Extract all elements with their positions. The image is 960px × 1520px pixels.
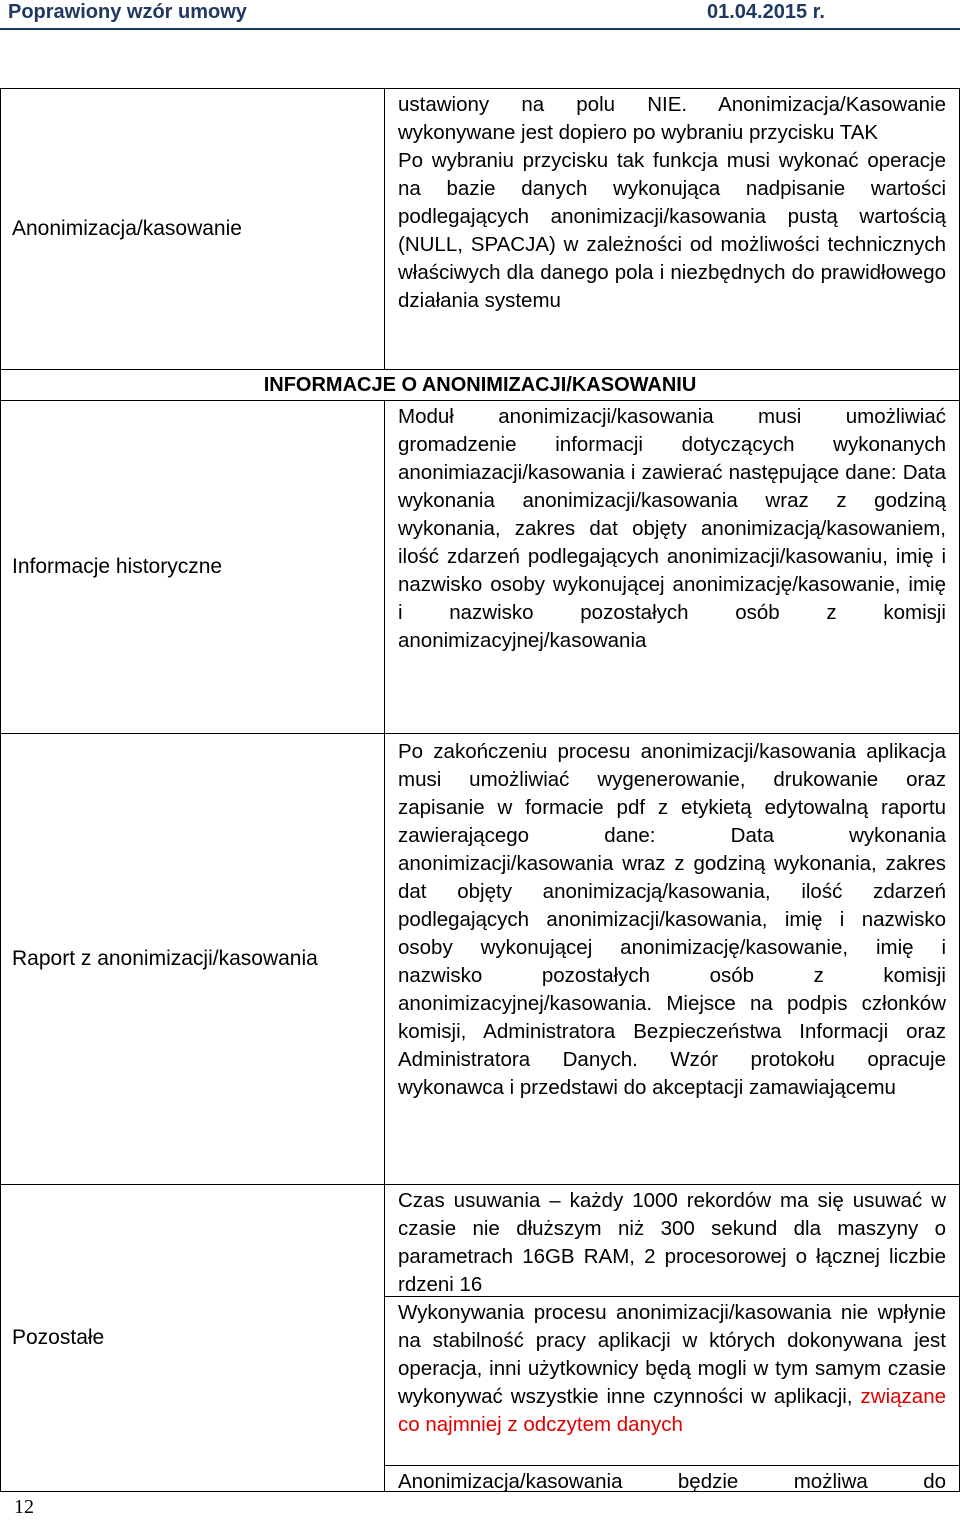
row-label-text: Pozostałe [12,1326,105,1349]
paragraph [398,1299,946,1439]
row-label-text: Raport z anonimizacji/kasowania [12,947,318,970]
section-title-text: INFORMACJE O ANONIMIZACJI/KASOWANIU [263,373,697,396]
row-content-stability [384,1296,960,1466]
row-content-deletion-time [384,1184,960,1297]
row-content-historical [384,400,960,734]
paragraph: Czas usuwania – każdy 1000 rekordów ma się usuwać w czasie nie dłuższym niż 300 sekund dla maszyny o parametrach 16GB RAM, 2 procesorowej o łącznej liczbie rdzeni 16 [398,1189,946,1296]
document-title: Poprawiony wzór umowy [8,1,247,23]
page-header [0,0,960,26]
paragraph: ustawiony na polu NIE. Anonimizacja/Kasowanie wykonywane jest dopiero po wybraniu przycisku TAK [398,93,946,144]
paragraph: Po wybraniu przycisku tak funkcja musi wykonać operacje na bazie danych wykonująca nadpisanie wartości podlegających anonimizacji/kasowania pustą wartością (NULL, SPACJA) w zależności od możliwości technicznych właściwych dla danego pola i niezbędnych do prawidłowego działania systemu [398,149,946,312]
row-content-anonymization [384,88,960,370]
paragraph: Moduł anonimizacji/kasowania musi umożliwiać gromadzenie informacji dotyczących wykonanych anonimiazacji/kasowania i zawierać następujące dane: Data wykonania anonimizacji/kasowania wraz z godziną wykonania, zakres dat objęty anonimizacją/kasowaniem, ilość zdarzeń podlegających anonimizacji/kasowaniu, imię i nazwisko osoby wykonującej anonimizację/kasowanie, imię i nazwisko pozostałych osób z komisji anonimizacyjnej/kasowania [398,405,946,652]
header-divider [0,28,960,30]
stability-text: Wykonywania procesu anonimizacji/kasowania nie wpłynie na stabilność pracy aplikacji w których dokonywana jest operacja, inni użytkownicy będą mogli w tym samym czasie wykonywać wszystkie inne czynności w aplikacji, [398,1301,946,1408]
row-label-historical [0,400,385,734]
page-number: 12 [14,1496,34,1518]
paragraph: Po zakończeniu procesu anonimizacji/kasowania aplikacja musi umożliwiać wygenerowanie, drukowanie oraz zapisanie w formacie pdf z etykietą edytowalną raportu zawierającego dane: Data wykonania anonimizacji/kasowania wraz z godziną wykonania, zakres dat objęty anonimizacją/kasowania, ilość zdarzeń podlegających anonimizacji/kasowania, imię i nazwisko osoby wykonującej anonimizację/kasowanie, imię i nazwisko pozostałych osób z komisji anonimizacyjnej/kasowania. Miejsce na podpis członków komisji, Administratora Bezpieczeństwa Informacji oraz Administratora Danych. Wzór protokołu opracuje wykonawca i przedstawi do akceptacji zamawiającemu [398,740,946,1099]
row-content-report [384,733,960,1185]
row-label-text: Anonimizacja/kasowanie [12,217,242,240]
section-title [0,369,960,401]
row-content-last [384,1465,960,1492]
row-label-other [0,1184,385,1492]
document-date: 01.04.2015 r. [707,1,825,23]
row-label-text: Informacje historyczne [12,555,223,578]
paragraph: Anonimizacja/kasowania będzie możliwa do [398,1470,946,1492]
row-label-anonymization [0,88,385,370]
highlighted-text: związane co najmniej z odczytem danych [398,1385,947,1436]
row-label-report [0,733,385,1185]
